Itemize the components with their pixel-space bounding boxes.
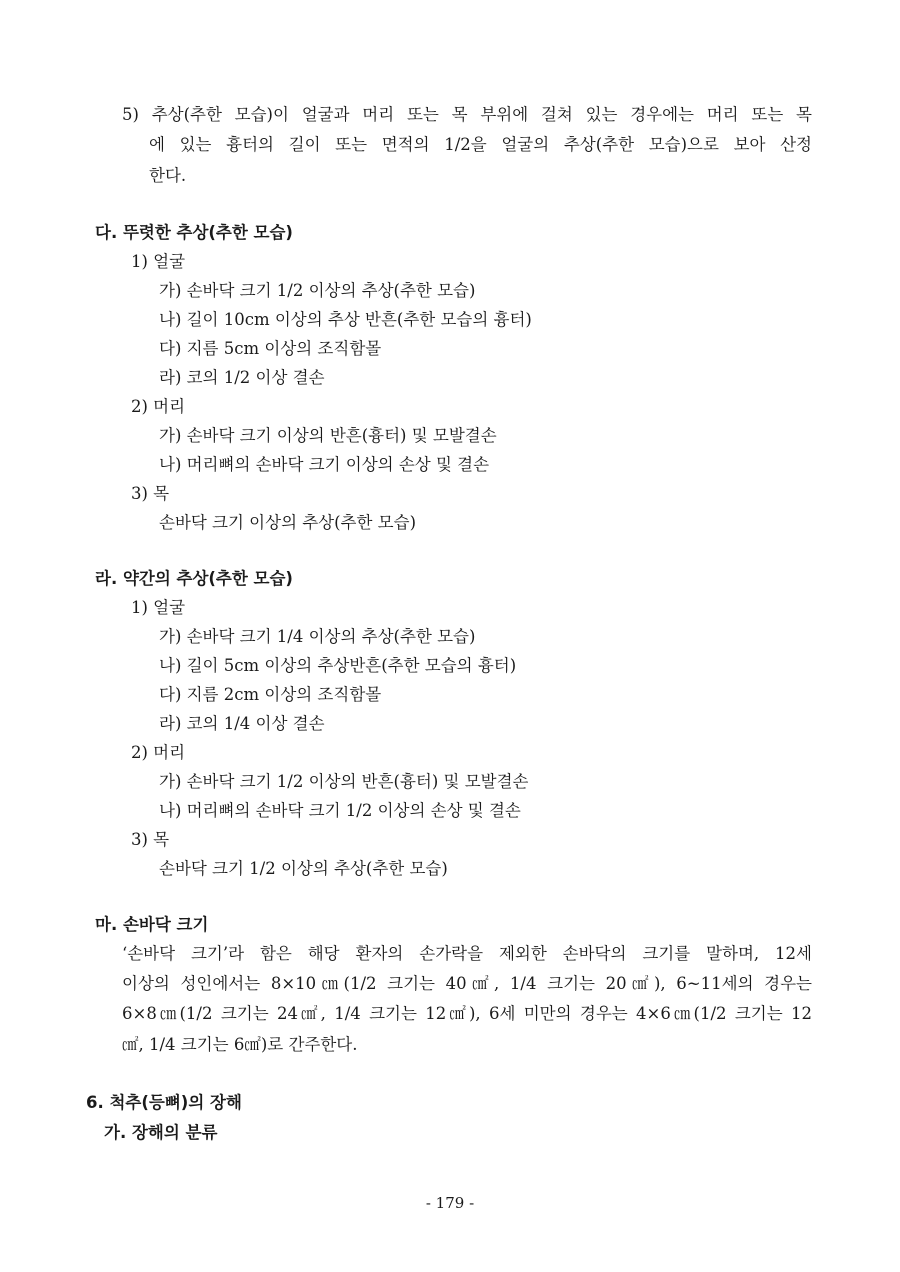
- item5-line1: 5) 추상(추한 모습)이 얼굴과 머리 또는 목 부위에 걸쳐 있는 경우에는 머리 또는 목: [122, 105, 812, 124]
- page-number: - 179 -: [425, 1194, 475, 1212]
- da-neck-label: 3) 목: [131, 484, 170, 503]
- section-ma-title: 마. 손바닥 크기: [95, 915, 209, 934]
- ra-head-item-2: 나) 머리뼈의 손바닥 크기 1/2 이상의 손상 및 결손: [159, 801, 521, 820]
- item5-line3: 한다.: [149, 166, 187, 185]
- ra-neck-text: 손바닥 크기 1/2 이상의 추상(추한 모습): [159, 859, 448, 878]
- da-face-item-4: 라) 코의 1/2 이상 결손: [159, 368, 325, 387]
- ma-line4: ㎠, 1/4 크기는 6㎠)로 간주한다.: [122, 1035, 358, 1054]
- section-6-title: 6. 척추(등뼈)의 장해: [86, 1093, 242, 1112]
- section-da-title: 다. 뚜렷한 추상(추한 모습): [95, 223, 293, 242]
- da-head-item-2: 나) 머리뼈의 손바닥 크기 이상의 손상 및 결손: [159, 455, 490, 474]
- section-ra-title: 라. 약간의 추상(추한 모습): [95, 569, 293, 588]
- ra-face-item-2: 나) 길이 5cm 이상의 추상반흔(추한 모습의 흉터): [159, 656, 517, 675]
- da-neck-text: 손바닥 크기 이상의 추상(추한 모습): [159, 513, 416, 532]
- ra-neck-label: 3) 목: [131, 830, 170, 849]
- ra-face-item-4: 라) 코의 1/4 이상 결손: [159, 714, 325, 733]
- ma-line1: ‘손바닥 크기’라 함은 해당 환자의 손가락을 제외한 손바닥의 크기를 말하며, 12세: [122, 944, 812, 963]
- da-face-item-3: 다) 지름 5cm 이상의 조직함몰: [159, 339, 382, 358]
- da-face-item-2: 나) 길이 10cm 이상의 추상 반흔(추한 모습의 흉터): [159, 310, 532, 329]
- ra-head-label: 2) 머리: [131, 743, 186, 762]
- ra-face-label: 1) 얼굴: [131, 598, 186, 617]
- ra-face-item-3: 다) 지름 2cm 이상의 조직함몰: [159, 685, 382, 704]
- ra-head-item-1: 가) 손바닥 크기 1/2 이상의 반흔(흉터) 및 모발결손: [159, 772, 529, 791]
- section-6-subtitle: 가. 장해의 분류: [104, 1123, 218, 1142]
- da-head-item-1: 가) 손바닥 크기 이상의 반흔(흉터) 및 모발결손: [159, 426, 497, 445]
- da-face-label: 1) 얼굴: [131, 252, 186, 271]
- item5-line2: 에 있는 흉터의 길이 또는 면적의 1/2을 얼굴의 추상(추한 모습)으로 보아 산정: [149, 135, 812, 154]
- ma-line3: 6×8㎝(1/2 크기는 24㎠, 1/4 크기는 12㎠), 6세 미만의 경우는 4×6㎝(1/2 크기는 12: [122, 1004, 812, 1023]
- da-head-label: 2) 머리: [131, 397, 186, 416]
- ma-line2: 이상의 성인에서는 8×10㎝(1/2 크기는 40㎠, 1/4 크기는 20㎠), 6~11세의 경우는: [122, 974, 812, 993]
- da-face-item-1: 가) 손바닥 크기 1/2 이상의 추상(추한 모습): [159, 281, 476, 300]
- ra-face-item-1: 가) 손바닥 크기 1/4 이상의 추상(추한 모습): [159, 627, 476, 646]
